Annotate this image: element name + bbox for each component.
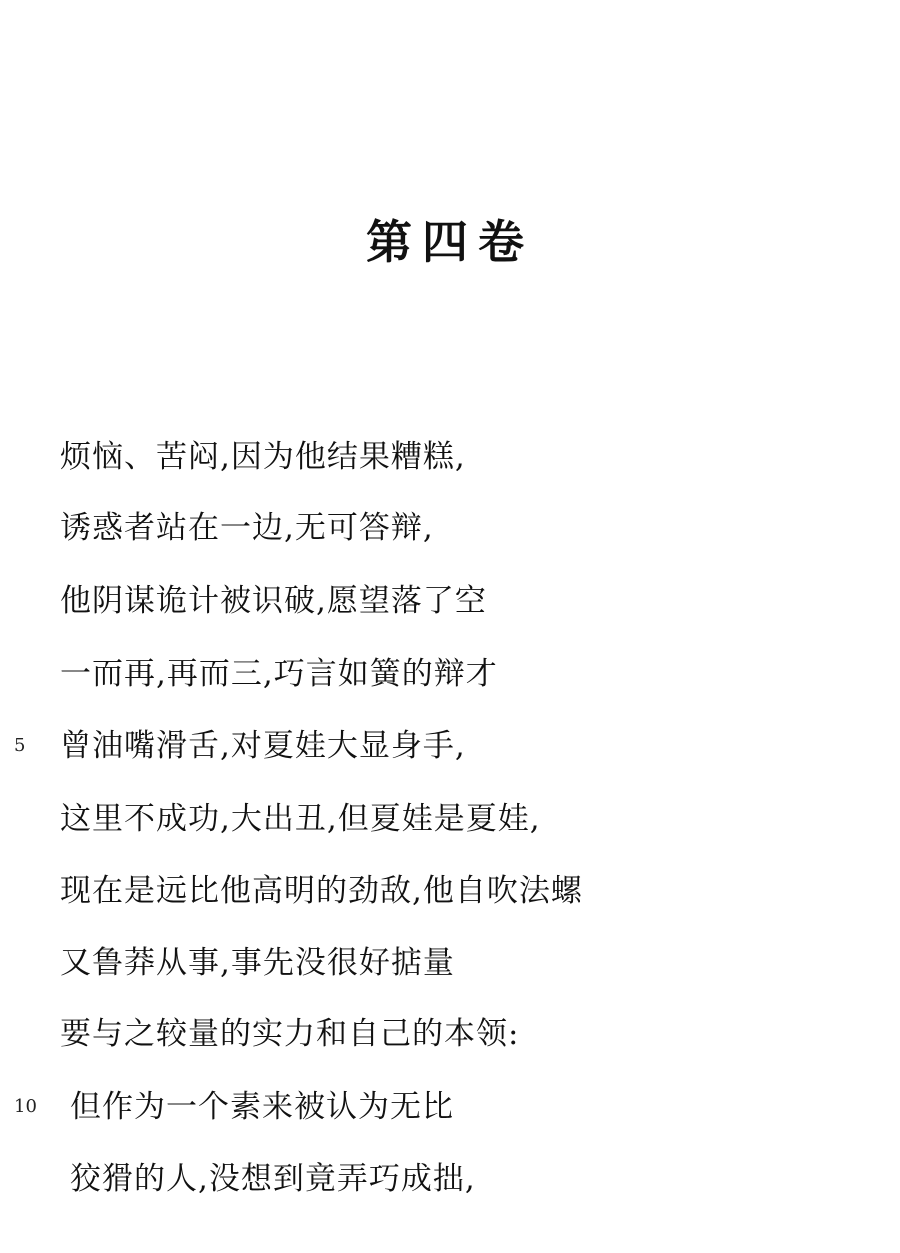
poem-line-text: 狡猾的人,没想到竟弄巧成拙,	[70, 1161, 476, 1197]
poem-line	[0, 943, 900, 993]
poem-line-text: 要与之较量的实力和自己的本领:	[60, 1016, 520, 1052]
poem-line-text: 曾油嘴滑舌,对夏娃大显身手,	[60, 728, 466, 764]
poem-line	[0, 871, 900, 921]
poem-line	[0, 508, 900, 558]
poem-line	[0, 726, 900, 776]
poem-line	[0, 654, 900, 704]
chapter-title: 第四卷	[366, 215, 534, 269]
poem-line	[0, 1014, 900, 1064]
line-number: 5	[14, 735, 26, 756]
poem-line-text: 这里不成功,大出丑,但夏娃是夏娃,	[60, 801, 541, 837]
line-number: 10	[14, 1096, 37, 1117]
poem-line	[0, 437, 900, 487]
poem-line	[0, 1087, 900, 1137]
poem-line-text: 又鲁莽从事,事先没很好掂量	[60, 945, 455, 981]
poem-line-text: 烦恼、苦闷,因为他结果糟糕,	[60, 439, 466, 475]
poem-line-text: 但作为一个素来被认为无比	[70, 1089, 454, 1125]
poem-line	[0, 1159, 900, 1209]
poem-line	[0, 581, 900, 631]
poem-line	[0, 799, 900, 849]
poem-line-text: 他阴谋诡计被识破,愿望落了空	[60, 583, 487, 619]
poem-line-text: 一而再,再而三,巧言如簧的辩才	[60, 656, 498, 692]
poem-line-text: 现在是远比他高明的劲敌,他自吹法螺	[60, 873, 583, 909]
poem-line-text: 诱惑者站在一边,无可答辩,	[60, 510, 434, 546]
